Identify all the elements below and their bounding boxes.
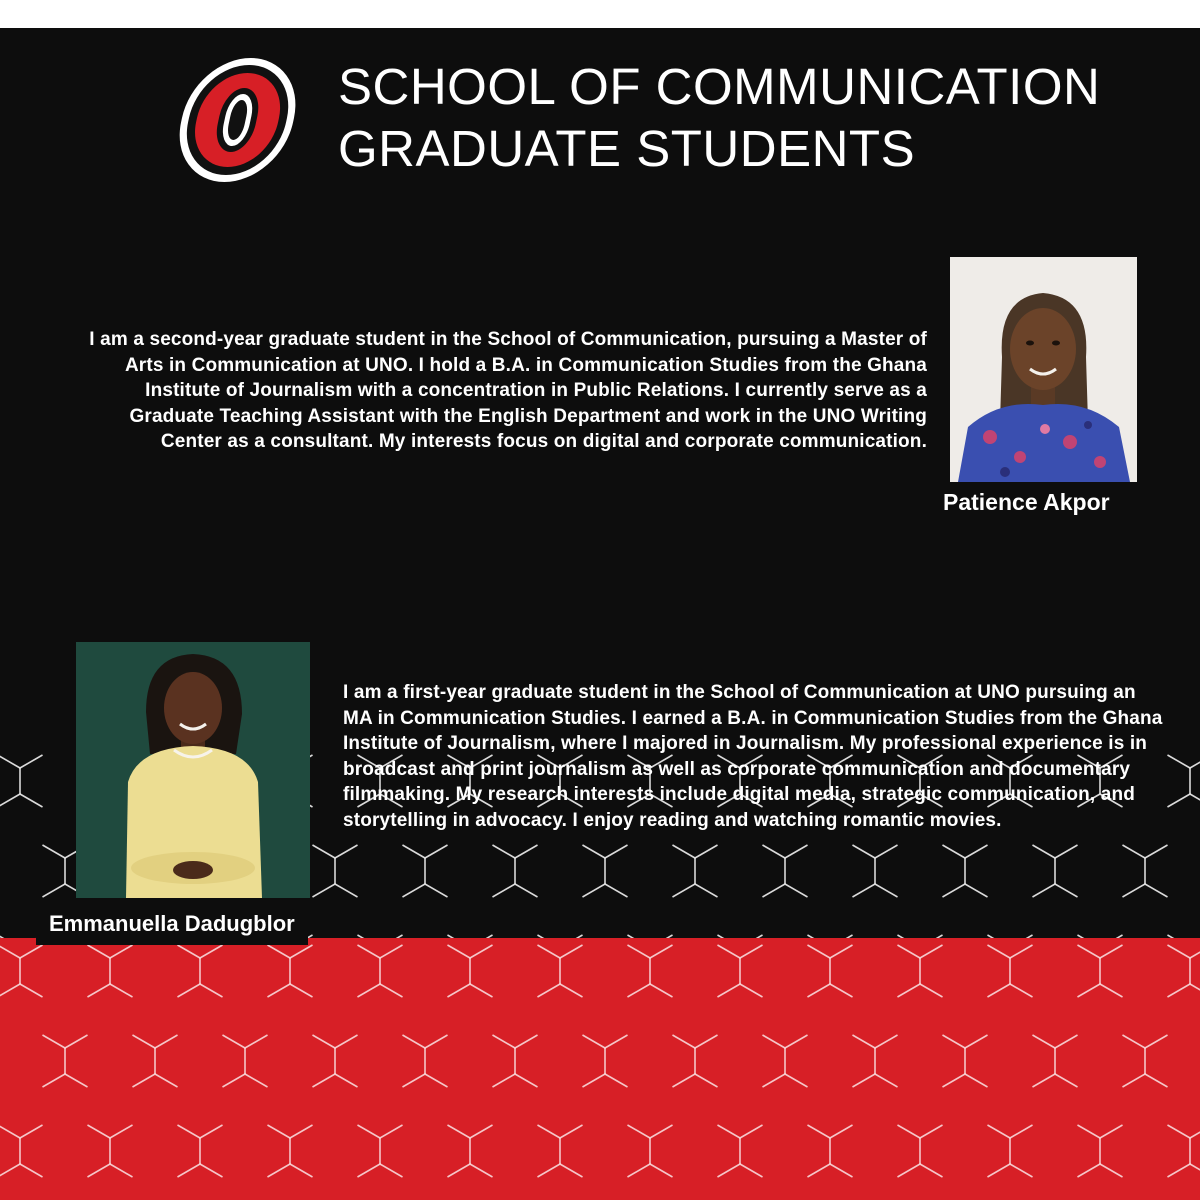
hexagon-pattern-red bbox=[0, 938, 1200, 1200]
top-white-strip bbox=[0, 0, 1200, 28]
portrait-image bbox=[950, 257, 1137, 482]
student-bio-patience: I am a second-year graduate student in the School of Communication, pursuing a Master of Arts in Communication at UNO. I hold a B.A. in Communication Studies from the Ghana Institute of Journalism with a concentration in Public Relations. I currently serve as a Graduate Teaching Assistant with the English Department and work in the UNO Writing Center as a consultant. My interests focus on digital and corporate communication. bbox=[89, 329, 927, 453]
student-name-patience: Patience Akpor bbox=[943, 489, 1110, 515]
student-photo-patience bbox=[950, 257, 1137, 482]
portrait-image bbox=[76, 642, 310, 898]
title-line-1: SCHOOL OF COMMUNICATION bbox=[338, 58, 1101, 115]
student-photo-emmanuella bbox=[76, 642, 310, 898]
page-title bbox=[338, 56, 1100, 180]
uno-o-logo-icon bbox=[174, 52, 310, 188]
student-bio-emmanuella: I am a first-year graduate student in the School of Communication at UNO pursuing an MA in Communication Studies. I earned a B.A. in Communication Studies from the Ghana Institute of Journalism, where I majored in Journalism. My professional experience is in broadcast and print journalism as well as corporate communication and documentary filmmaking. My research interests include digital media, strategic communication, and storytelling in advocacy. I enjoy reading and watching romantic movies. bbox=[343, 682, 1163, 831]
title-line-2: GRADUATE STUDENTS bbox=[338, 120, 916, 177]
red-footer-band bbox=[0, 938, 1200, 1200]
student-name-emmanuella: Emmanuella Dadugblor bbox=[36, 903, 308, 945]
